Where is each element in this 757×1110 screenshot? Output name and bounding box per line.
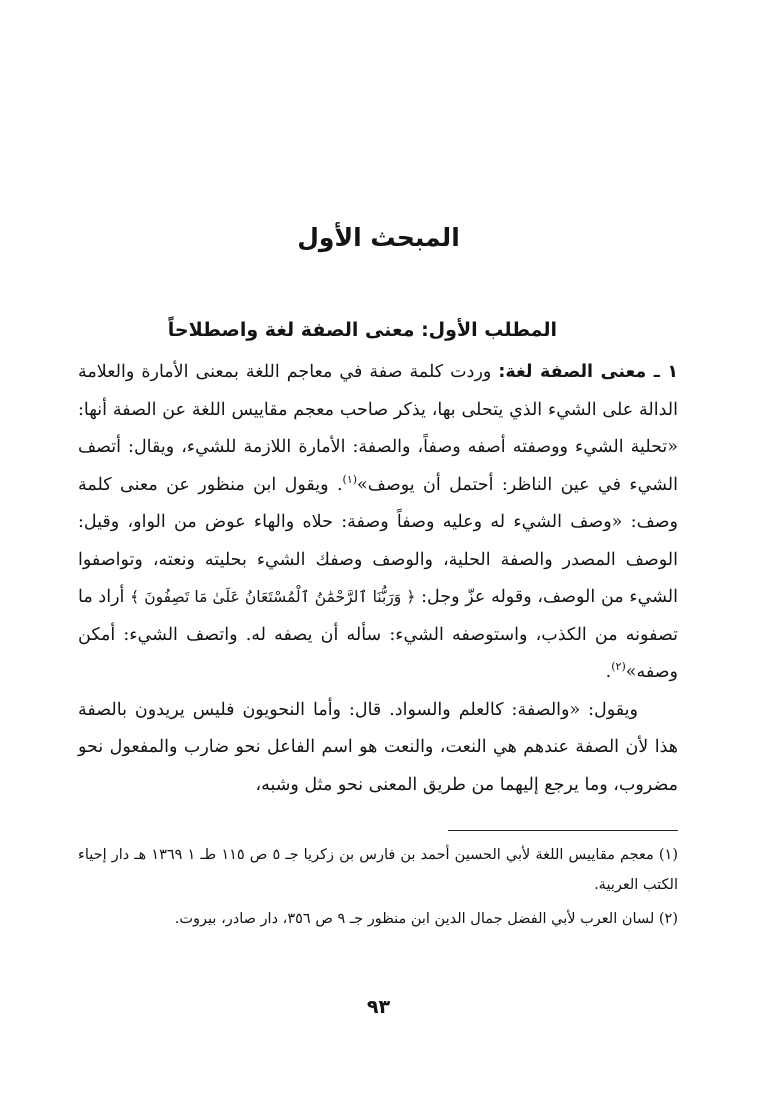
paragraph-text: وردت كلمة صفة في معاجم اللغة بمعنى الأمارة والعلامة الدالة على الشيء الذي يتحلى بها، يذكر صاحب معجم مقاييس اللغة عن الصفة أنها: «تحلية الشيء ووصفته أصفه وصفاً، والصفة: الأمارة اللازمة للشيء، ويقال: أتصف الشيء في عين الناظر: أحتمل أن يوصف»	[78, 362, 678, 495]
footnote-ref-2: (٢)	[611, 660, 626, 674]
footnote-ref-1: (١)	[342, 472, 358, 486]
paragraph-text: أراد ما تصفونه من الكذب، واستوصفه الشيء: سأله أن يصفه له. واتصف الشيء: أمكن وصفه»	[78, 587, 678, 682]
page-number: ٩٣	[366, 996, 391, 1018]
section-title: المطلب الأول: معنى الصفة لغة واصطلاحاً	[167, 319, 557, 341]
paragraph-text: .	[605, 662, 612, 682]
footnote-2: (٢) لسان العرب لأبي الفضل جمال الدين ابن منظور جـ ٩ ص ٣٥٦، دار صادر، بيروت.	[174, 911, 678, 927]
paragraph-word-meaning	[78, 354, 678, 692]
chapter-title: المبحث الأول	[297, 223, 460, 252]
footnote-1: (١) معجم مقاييس اللغة لأبي الحسين أحمد بن فارس بن زكريا جـ ٥ ص ١١٥ طـ ١ ١٣٦٩ هـ دار إحياء الكتب العربية.	[78, 847, 679, 893]
paragraph-lead: ١ ـ معنى الصفة لغة:	[498, 362, 678, 382]
paragraph-grammarians: ويقول: «والصفة: كالعلم والسواد. قال: وأما النحويون فليس يريدون بالصفة هذا لأن الصفة عندهم هي النعت، والنعت هو اسم الفاعل نحو ضارب والمفعول نحو مضروب، وما يرجع إليهما من طريق المعنى نحو مثل وشبه،	[78, 699, 678, 795]
footnotes	[78, 840, 678, 938]
quran-verse: ﴿ وَرَبُّنَا ٱلرَّحْمَٰنُ ٱلْمُسْتَعَانُ عَلَىٰ مَا تَصِفُونَ ﴾	[130, 588, 416, 606]
body-text	[78, 354, 678, 804]
footnote-divider	[448, 830, 678, 831]
paragraph-text: . ويقول ابن منظور عن معنى كلمة وصف: «وصف الشيء له وعليه وصفاً وصفة: حلاه والهاء عوض من الواو، وقيل: الوصف المصدر والصفة الحلية، والوصف وصفك الشيء بحليته ونعته، وتواصفوا الشيء من الوصف، وقوله عزّ وجل:	[78, 474, 678, 607]
